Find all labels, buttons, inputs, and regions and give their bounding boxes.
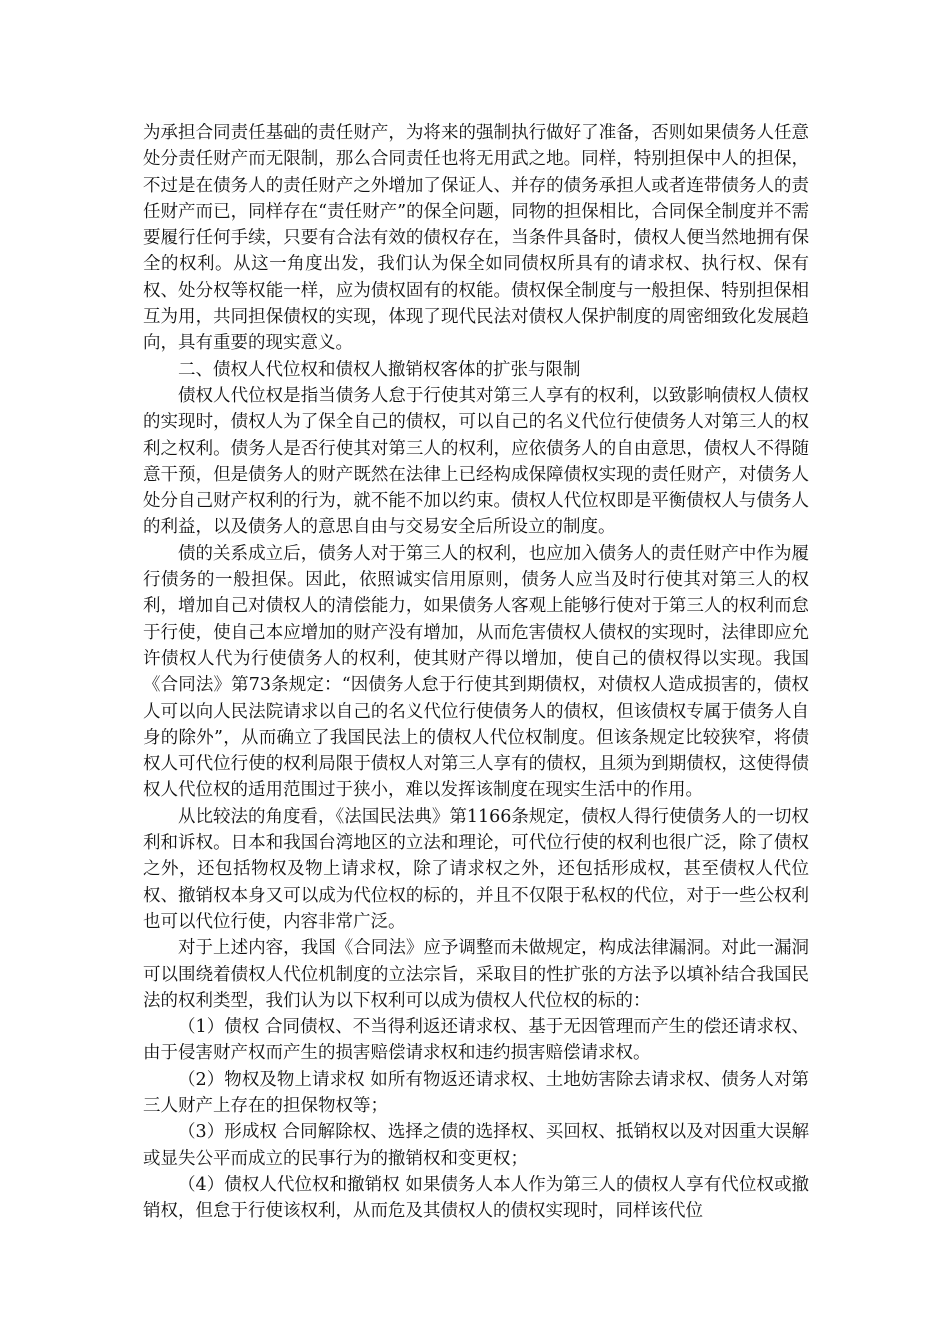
body-paragraph: 对于上述内容，我国《合同法》应予调整而未做规定，构成法律漏洞。对此一漏洞可以围绕着债权人代位机制度的立法宗旨，采取目的性扩张的方法予以填补结合我国民法的权利类型，我们认为以下权利可以成为债权人代位权的标的： (143, 938, 809, 1011)
list-item: （2）物权及物上请求权 如所有物返还请求权、土地妨害除去请求权、债务人对第三人财产上存在的担保物权等； (143, 1069, 809, 1116)
body-paragraph: 债的关系成立后，债务人对于第三人的权利，也应加入债务人的责任财产中作为履行债务的一般担保。因此，依照诚实信用原则，债务人应当及时行使其对第三人的权利，增加自己对债权人的清偿能力，如果债务人客观上能够行使对于第三人的权利而怠于行使，使自己本应增加的财产没有增加，从而危害债权人债权的实现时，法律即应允许债权人代为行使债务人的权利，使其财产得以增加，使自己的债权得以实现。我国《合同法》第73条规定：“因债务人怠于行使其到期债权，对债权人造成损害的，债权人可以向人民法院请求以自己的名义代位行使债务人的债权，但该债权专属于债务人自身的除外”，从而确立了我国民法上的债权人代位权制度。但该条规定比较狭窄，将债权人可代位行使的权利局限于债权人对第三人享有的债权，且须为到期债权，这使得债权人代位权的适用范围过于狭小，难以发挥该制度在现实生活中的作用。 (143, 543, 809, 801)
list-item: （1）债权 合同债权、不当得利返还请求权、基于无因管理而产生的偿还请求权、由于侵害财产权而产生的损害赔偿请求权和违约损害赔偿请求权。 (143, 1017, 809, 1064)
document-page (143, 120, 809, 1224)
body-paragraph: 从比较法的角度看，《法国民法典》第1166条规定，债权人得行使债务人的一切权利和诉权。日本和我国台湾地区的立法和理论，可代位行使的权利也很广泛，除了债权之外，还包括物权及物上请求权，除了请求权之外，还包括形成权，甚至债权人代位权、撤销权本身又可以成为代位权的标的，并且不仅限于私权的代位，对于一些公权利也可以代位行使，内容非常广泛。 (143, 806, 809, 932)
body-paragraph: 为承担合同责任基础的责任财产，为将来的强制执行做好了准备，否则如果债务人任意处分责任财产而无限制，那么合同责任也将无用武之地。同样，特别担保中人的担保，不过是在债务人的责任财产之外增加了保证人、并存的债务承担人或者连带债务人的责任财产而已，同样存在“责任财产”的保全问题，同物的担保相比，合同保全制度并不需要履行任何手续，只要有合法有效的债权存在，当条件具备时，债权人便当然地拥有保全的权利。从这一角度出发，我们认为保全如同债权所具有的请求权、执行权、保有权、处分权等权能一样，应为债权固有的权能。债权保全制度与一般担保、特别担保相互为用，共同担保债权的实现，体现了现代民法对债权人保护制度的周密细致化发展趋向，具有重要的现实意义。 (143, 123, 809, 354)
body-paragraph: 债权人代位权是指当债务人怠于行使其对第三人享有的权利，以致影响债权人债权的实现时，债权人为了保全自己的债权，可以自己的名义代位行使债务人对第三人的权利之权利。债务人是否行使其对第三人的权利，应依债务人的自由意思，债权人不得随意干预，但是债务人的财产既然在法律上已经构成保障债权实现的责任财产，对债务人处分自己财产权利的行为，就不能不加以约束。债权人代位权即是平衡债权人与债务人的利益，以及债务人的意思自由与交易安全后所设立的制度。 (143, 385, 809, 538)
list-item: （3）形成权 合同解除权、选择之债的选择权、买回权、抵销权以及对因重大误解或显失公平而成立的民事行为的撤销权和变更权； (143, 1122, 809, 1169)
section-heading: 二、债权人代位权和债权人撤销权客体的扩张与限制 (178, 359, 581, 380)
list-item: （4）债权人代位权和撤销权 如果债务人本人作为第三人的债权人享有代位权或撤销权，但怠于行使该权利，从而危及其债权人的债权实现时，同样该代位 (143, 1174, 809, 1222)
